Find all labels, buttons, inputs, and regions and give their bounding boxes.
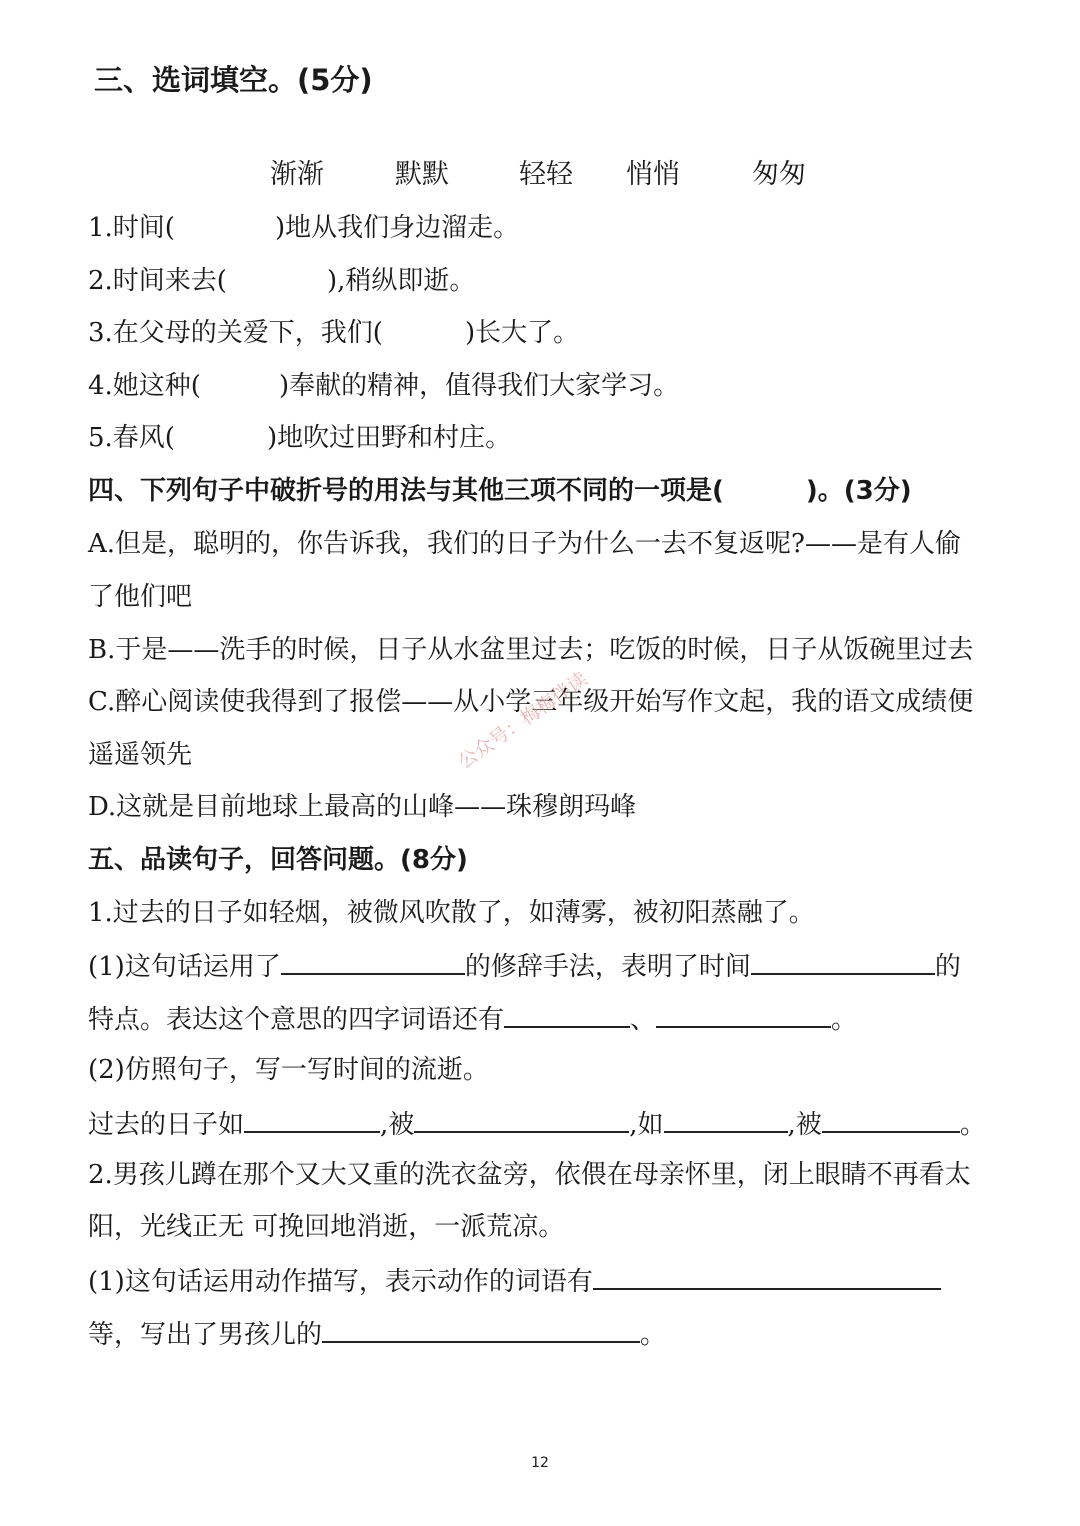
option-c-line2: 遥遥领先: [88, 740, 193, 770]
imitation-line: 过去的日子如 ,被 ,如 ,被 。: [88, 1105, 986, 1143]
fill-item-3: 3.在父母的关爱下，我们( )长大了。: [88, 318, 580, 348]
answer-blank[interactable]: [414, 1105, 629, 1133]
word-option: 匆匆: [752, 159, 806, 190]
answer-blank[interactable]: [504, 1000, 630, 1028]
answer-blank[interactable]: [751, 947, 935, 975]
fill-item-1: 1.时间( )地从我们身边溜走。: [88, 213, 520, 243]
question-1: 1.过去的日子如轻烟，被微风吹散了，如薄雾，被初阳蒸融了。: [88, 898, 815, 928]
word-option: 轻轻: [519, 159, 573, 190]
answer-blank[interactable]: [322, 1315, 640, 1343]
section-3-title: 三、选词填空。(5分): [94, 63, 373, 97]
word-option: 默默: [395, 159, 449, 190]
option-c-line1: C.醉心阅读使我得到了报偿——从小学三年级开始写作文起，我的语文成绩便: [88, 687, 974, 717]
word-bank: [0, 157, 1080, 193]
answer-blank[interactable]: [593, 1262, 941, 1290]
option-d: D.这就是目前地球上最高的山峰——珠穆朗玛峰: [88, 792, 637, 822]
question-2-1-cont: 等，写出了男孩儿的 。: [88, 1315, 666, 1353]
word-option: 渐渐: [270, 159, 324, 190]
option-b: B.于是——洗手的时候，日子从水盆里过去；吃饭的时候，日子从饭碗里过去: [88, 635, 974, 665]
fill-item-5: 5.春风( )地吹过田野和村庄。: [88, 423, 512, 453]
word-option: 悄悄: [626, 159, 680, 190]
question-1-2: (2)仿照句子，写一写时间的流逝。: [88, 1055, 489, 1085]
answer-blank[interactable]: [281, 947, 465, 975]
question-2-line1: 2.男孩儿蹲在那个又大又重的洗衣盆旁，依偎在母亲怀里，闭上眼睛不再看太: [88, 1160, 971, 1190]
question-2-1: (1)这句话运用动作描写，表示动作的词语有: [88, 1262, 941, 1300]
question-2-line2: 阳，光线正无 可挽回地消逝，一派荒凉。: [88, 1212, 565, 1242]
fill-item-4: 4.她这种( )奉献的精神，值得我们大家学习。: [88, 371, 680, 401]
answer-blank[interactable]: [664, 1105, 788, 1133]
option-a-line1: A.但是，聪明的，你告诉我，我们的日子为什么一去不复返呢?——是有人偷: [88, 529, 961, 559]
question-1-1-cont: 特点。表达这个意思的四字词语还有 、 。: [88, 1000, 857, 1038]
answer-blank[interactable]: [822, 1105, 960, 1133]
section-5-title: 五、品读句子，回答问题。(8分): [88, 845, 468, 875]
watermark: 公众号：梅梅伴读: [454, 668, 592, 774]
section-4-title: 四、下列句子中破折号的用法与其他三项不同的一项是( )。(3分): [88, 476, 912, 506]
option-a-line2: 了他们吧: [88, 582, 193, 612]
answer-blank[interactable]: [656, 1000, 831, 1028]
answer-blank[interactable]: [244, 1105, 380, 1133]
page-number: 12: [531, 1455, 549, 1471]
fill-item-2: 2.时间来去( ),稍纵即逝。: [88, 266, 476, 296]
question-1-1: (1)这句话运用了 的修辞手法，表明了时间 的: [88, 947, 961, 985]
